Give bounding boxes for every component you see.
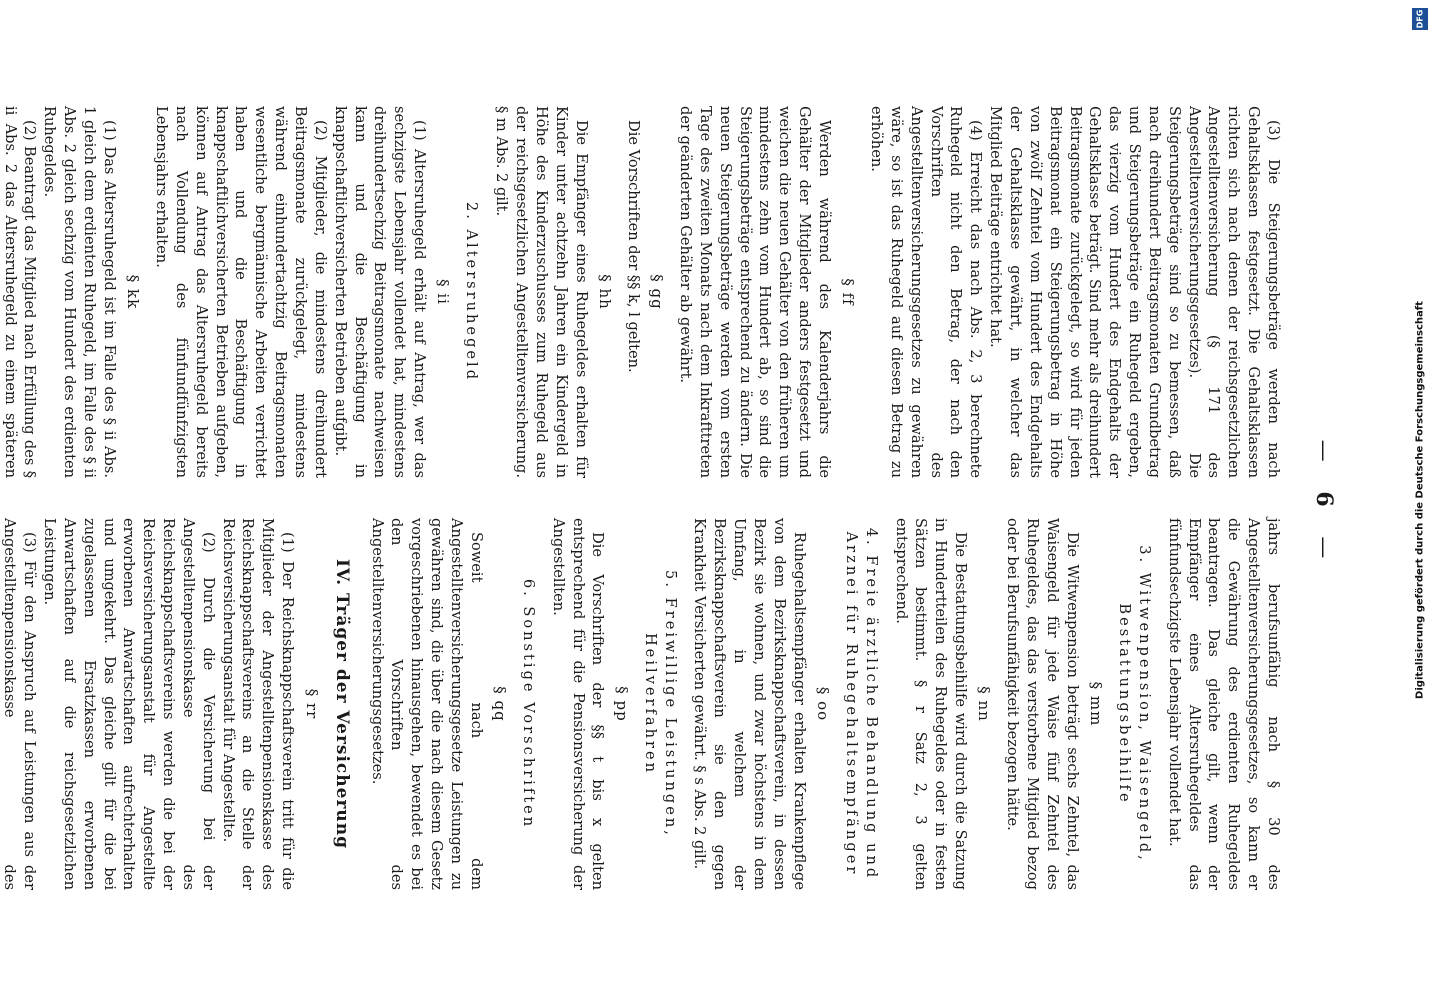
paragraph-gg: Die Vorschriften der §§ k, l gelten.: [624, 120, 642, 373]
dfg-logo-text: DFG: [1415, 9, 1425, 29]
section-mark-pp: § pp: [612, 686, 631, 722]
paragraph-kk-1: (1) Das Altersruhegeld ist im Falle des § ii Abs. 1 gleich dem erdienten Ruhegeld, im Falle des § ii Abs. 2 gleich sechzig vom Hundert des erdienten Ruhegeldes.: [41, 106, 118, 478]
header-dash-right: —: [1311, 536, 1336, 561]
paragraph-rr-3: (3) Für den Anspruch auf Leistungen aus der Angestelltenpensionskasse des: [1, 518, 39, 890]
paragraph-qq: Soweit nach dem Angestelltenversicherungsgesetze Leistungen zu gewähren sind, die über die nach diesem Gesetz vorgeschriebenen hinausgehen, bewendet es bei den Vorschriften des Angestelltenversicherungsgesetzes.: [368, 518, 485, 890]
paragraph-pp: Die Vorschriften der §§ t bis x gelten entsprechend für die Pensionsversicherung der Angestellten.: [549, 518, 607, 890]
paragraph-mm: Die Witwenpension beträgt sechs Zehntel, das Waisengeld für jede Waise fünf Zehntel des Ruhegeldes, das das verstorbene Mitglied bezog oder bei Berufsunfähigkeit bezogen hätte.: [1004, 518, 1081, 890]
paragraph-rr-2: (2) Durch die Versicherung bei der Angestelltenpensionskasse des Reichsknappschaftsvereins werden die bei der Reichsversicherungsanstalt für Angestellte erworbenen Anwartschaften aufrechterhalten und umgekehrt. Das gleiche gilt für die bei zugelassenen Ersatzkassen erworbenen Anwartschaften auf die reichsgesetzlichen Leistungen.: [41, 518, 217, 890]
section-mark-mm: § mm: [1087, 681, 1106, 727]
section-mark-kk: § kk: [124, 274, 143, 310]
left-column: [1, 106, 1283, 478]
rotated-document-page: [1, 90, 1347, 910]
section-mark-gg: § gg: [648, 274, 667, 310]
section-mark-rr: § rr: [302, 688, 321, 720]
digitization-stamp: [1410, 0, 1430, 1000]
section-mark-oo: § oo: [814, 686, 833, 722]
paragraph-ee-4: (4) Erreicht das nach Abs. 2, 3 berechnete Ruhegeld nicht den Betrag, der nach den Vorschriften des Angestelltenversicherungsgesetzes zu gewähren wäre, so ist das Ruhegeld auf diesen Betrag zu erhöhen.: [868, 106, 985, 478]
paragraph-rr-1: (1) Der Reichsknappschaftsverein tritt für die Mitglieder der Angestelltenpensionskasse des Reichsknappschaftsvereins an die Stelle der Reichsversicherungsanstalt für Angestellte.: [219, 518, 297, 890]
subsection-heading-sonstige-vorschriften: 6. Sonstige Vorschriften: [519, 578, 537, 830]
section-mark-qq: § qq: [491, 686, 510, 722]
paragraph-ee-3: (3) Die Steigerungsbeträge werden nach Gehaltsklassen festgesetzt. Die Gehaltsklassen richten sich nach denen der reichsgesetzlichen Angestelltenversicherung (§ 171 des Angestelltenversicherungsgesetzes). Die Steigerungsbeträge sind so zu bemessen, daß nach dreihundert Beitragsmonaten Grundbetrag und Steigerungsbeträge ein Ruhegeld ergeben, das vierzig vom Hundert des Endgehalts der Gehaltsklasse beträgt. Sind mehr als dreihundert Beitragsmonate zurückgelegt, so wird für jeden Beitragsmonat ein Steigerungsbetrag in Höhe von zwölf Zehntel vom Hundert des Endgehalts der Gehaltsklasse gewährt, in welcher das Mitglied Beiträge entrichtet hat.: [987, 106, 1282, 478]
paragraph-ii-2: (2) Mitglieder, die mindestens dreihundert Beitragsmonate zurückgelegt, mindestens während einhundertachtzig Beitragsmonaten wesentliche bergmännische Arbeiten verrichtet haben und die Beschäftigung in knappschaftlichversicherten Betrieben aufgeben, können auf Antrag das Altersruhegeld bereits nach Vollendung des fünfundfünfzigsten Lebensjahrs erhalten.: [153, 106, 329, 478]
section-mark-ff: § ff: [839, 278, 858, 306]
section-mark-hh: § hh: [595, 274, 614, 310]
subsection-heading-witwenpension: 3. Witwenpension, Waisengeld, Bestattungsbeihilfe: [1116, 545, 1153, 863]
subsection-heading-altersruhegeld: 2. Altersruhegeld: [463, 201, 481, 383]
digitization-notice: Digitalisierung gefördert durch die Deutsche Forschungsgemeinschaft: [1414, 301, 1426, 699]
paragraph-ii-1: (1) Altersruhegeld erhält auf Antrag, wer das sechzigste Lebensjahr vollendet hat, mindestens dreihundertsechzig Beitragsmonate nachweisen kann und die Beschäftigung in knappschaftlichversicherten Betrieben aufgibt.: [331, 106, 429, 478]
paragraph-oo: Ruhegehaltsempfänger erhalten Krankenpflege von dem Bezirksknappschaftsverein, in dessen Bezirk sie wohnen, und zwar höchstens in dem Umfang, in welchem der Bezirksknappschaftsverein sie den gegen Krankheit Versicherten gewährt. § s Abs. 2 gilt.: [691, 518, 808, 890]
subsection-heading-aerztliche-behandlung: 4. Freie ärztliche Behandlung und Arznei für Ruhegehaltsempfänger: [842, 527, 880, 881]
page-header: [1311, 90, 1337, 910]
section-mark-ii: § ii: [434, 279, 453, 305]
paragraph-kk-2: (2) Beantragt das Mitglied nach Erfüllung des § ii Abs. 2 das Altersruhegeld zu einem späteren: [1, 106, 39, 478]
page-number: 6: [1311, 491, 1337, 509]
subsection-heading-freiwillige-leistungen: 5. Freiwillige Leistungen, Heilverfahren: [641, 570, 679, 838]
part-heading-traeger: IV. Träger der Versicherung: [331, 558, 352, 850]
section-mark-nn: § nn: [975, 686, 994, 722]
paragraph-ll-continued: jahrs berufsunfähig nach § 30 des Angestelltenversicherungsgesetzes, so kann er die Gewährung des erdienten Ruhegeldes beantragen. Das gleiche gilt, wenn der Empfänger eines Altersruhegeldes das fünfundsechzigste Lebensjahr vollendet hat.: [1165, 518, 1282, 890]
paragraph-hh: Die Empfänger eines Ruhegeldes erhalten für Kinder unter achtzehn Jahren ein Kindergeld in Höhe des Kinderzuschusses zum Ruhegeld aus der reichsgesetzlichen Angestelltenversicherung. § m Abs. 2 gilt.: [493, 106, 590, 478]
paragraph-nn: Die Bestattungsbeihilfe wird durch die Satzung in Hundertteilen des Ruhegeldes oder in festen Sätzen bestimmt. § r Satz 2, 3 gelten entsprechend.: [892, 518, 970, 890]
paragraph-ff: Werden während des Kalenderjahrs die Gehälter der Mitglieder anders festgesetzt und weichen die neuen Gehälter von den früheren um mindestens zehn vom Hundert ab, so sind die Steigerungsbeträge entsprechend zu ändern. Die neuen Steigerungsbeträge werden vom ersten Tage des zweiten Monats nach dem Inkrafttreten der geänderten Gehälter ab gewährt.: [676, 106, 833, 478]
header-dash-left: —: [1311, 439, 1336, 464]
right-column: [1, 518, 1283, 890]
